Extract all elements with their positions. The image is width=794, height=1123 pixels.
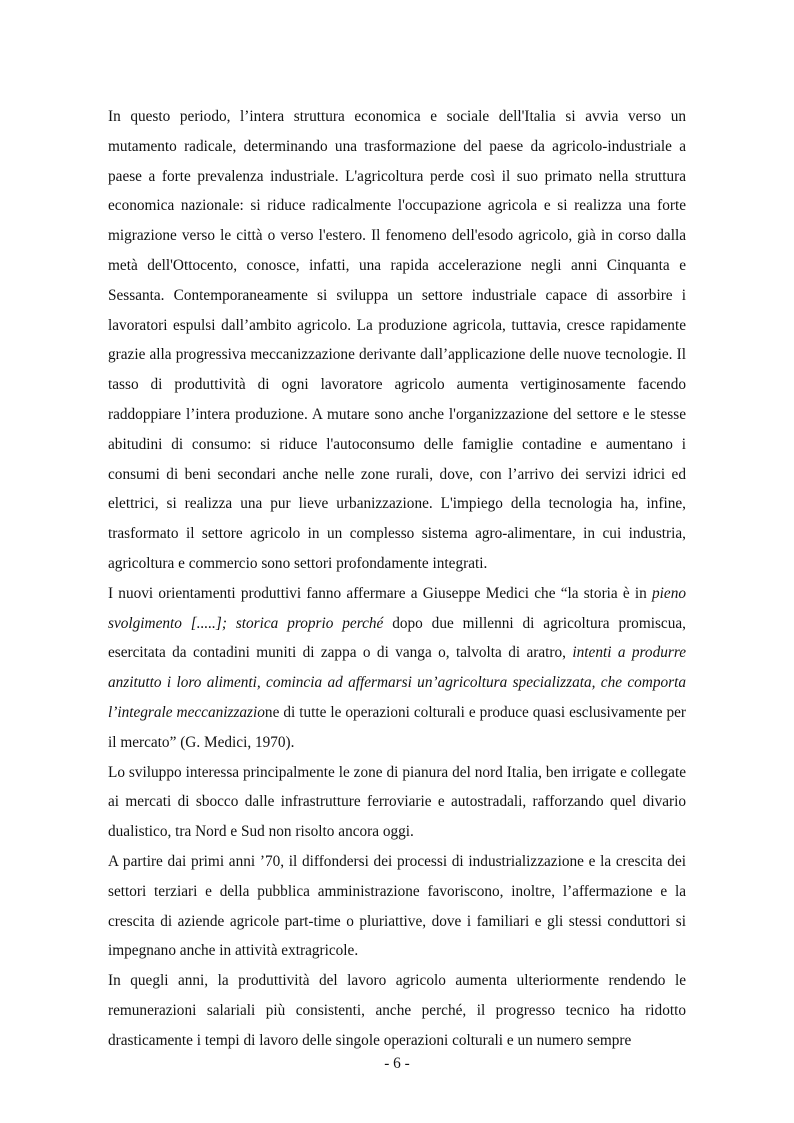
quote-italic-1: pieno svolgimento [.....]; storica proprio perché: [108, 584, 686, 632]
paragraph-north-south-divide: Lo sviluppo interessa principalmente le zone di pianura del nord Italia, ben irrigate e collegate ai mercati di sbocco dalle infrastrutture ferroviarie e autostradali, rafforzando quel divario dualistico, tra Nord e Sud non risolto ancora oggi.: [108, 763, 686, 841]
paragraph-economic-transformation: In questo periodo, l’intera struttura economica e sociale dell'Italia si avvia verso un mutamento radicale, determinando una trasformazione del paese da agricolo-industriale a paese a forte prevalenza industriale. L'agricoltura perde così il suo primato nella struttura economica nazionale: si riduce radicalmente l'occupazione agricola e si realizza una forte migrazione verso le città o verso l'estero. Il fenomeno dell'esodo agricolo, già in corso dalla metà dell'Ottocento, conosce, infatti, una rapida accelerazione negli anni Cinquanta e Sessanta. Contemporaneamente si sviluppa un settore industriale capace di assorbire i lavoratori espulsi dall’ambito agricolo. La produzione agricola, tuttavia, cresce rapidamente grazie alla progressiva meccanizzazione derivante dall’applicazione delle nuove tecnologie. Il tasso di produttività di ogni lavoratore agricolo aumenta vertiginosamente facendo raddoppiare l’intera produzione. A mutare sono anche l'organizzazione del settore e le stesse abitudini di consumo: si riduce l'autoconsumo delle famiglie contadine e aumentano i consumi di beni secondari anche nelle zone rurali, dove, con l’arrivo dei servizi idrici ed elettrici, si realizza una pur lieve urbanizzazione. L'impiego della tecnologia ha, infine, trasformato il settore agricolo in un complesso sistema agro-alimentare, in cui industria, agricoltura e commercio sono settori profondamente integrati.: [108, 108, 686, 572]
paragraph-productivity: In quegli anni, la produttività del lavoro agricolo aumenta ulteriormente rendendo le remunerazioni salariali più consistenti, anche perché, il progresso tecnico ha ridotto drasticamente i tempi di lavoro delle singole operazioni colturali e un numero sempre: [108, 972, 686, 1049]
quote-intro: I nuovi orientamenti produttivi fanno affermare a Giuseppe Medici che “la storia è in: [108, 584, 652, 602]
page-number: - 6 -: [384, 1055, 410, 1072]
quote-middle: dopo due millenni di agricoltura promiscua, esercitata da contadini muniti di zappa o di vanga o, talvolta di aratro,: [108, 614, 686, 662]
paragraph-medici-quote: [108, 579, 686, 758]
quote-end: ne di tutte le operazioni colturali e produce quasi esclusivamente per il mercato” (G. Medici, 1970).: [108, 703, 687, 751]
body-text: [108, 102, 686, 1056]
paragraph-part-time-farms: A partire dai primi anni ’70, il diffondersi dei processi di industrializzazione e la crescita dei settori terziari e della pubblica amministrazione favoriscono, inoltre, l’affermazione e la crescita di aziende agricole part-time o pluriattive, dove i familiari e gli stessi conduttori si impegnano anche in attività extragricole.: [108, 852, 686, 960]
quote-italic-2: intenti a produrre anzitutto i loro alimenti, comincia ad affermarsi un’agricoltura specializzata, che comporta l’integrale meccanizzazio: [108, 644, 686, 721]
